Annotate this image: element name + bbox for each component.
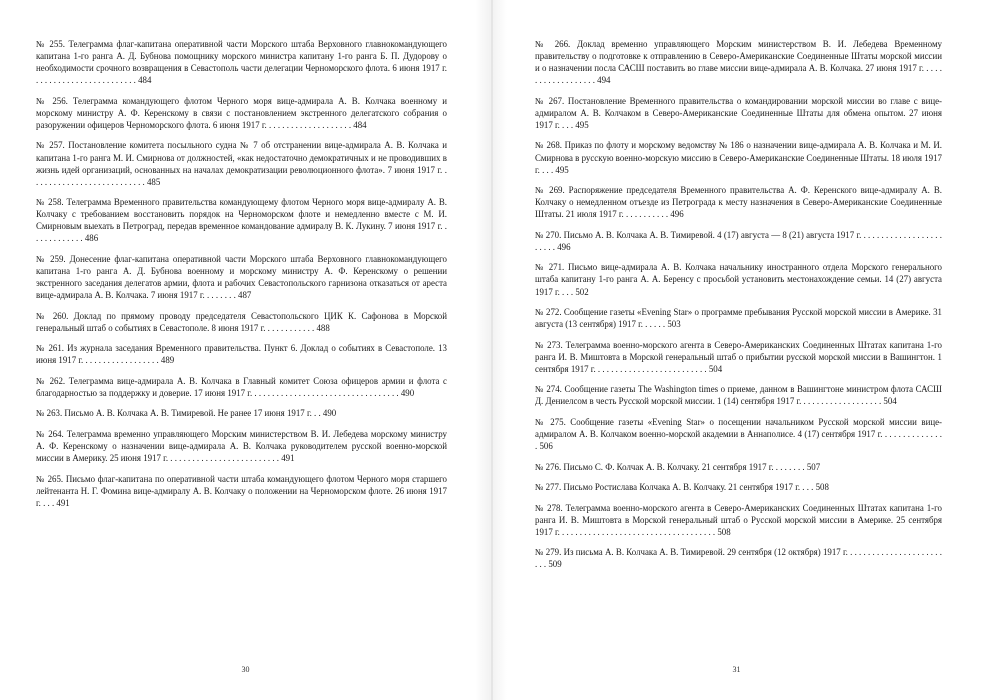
page-left: [0, 0, 491, 700]
toc-entry: № 270. Письмо А. В. Колчака А. В. Тимиревой. 4 (17) августа — 8 (21) августа 1917 г. . . . . . . . . . . . . . . . . . . . . . . . 496: [535, 229, 942, 252]
toc-entry: № 258. Телеграмма Временного правительства командующему флотом Черного моря вице-адмиралу А. В. Колчаку с требованием восстановить порядок на Черноморском флоте и немедленно вместе с М. И. Смирновым выехать в Петроград, передав временное командование адмиралу В. К. Лукину. 7 июня 1917 г. . . . . . . . . . . . . 486: [36, 197, 447, 244]
toc-entries-left: [36, 38, 447, 509]
toc-entry: № 265. Письмо флаг-капитана по оперативной части штаба командующего флотом Черного моря старшего лейтенанта Н. Г. Фомина вице-адмиралу А. В. Колчаку о положении на Черноморском флоте. 26 июня 1917 г. . . . 491: [36, 473, 447, 508]
page-fold-shadow-right: [491, 0, 507, 700]
page-fold-shadow-left: [475, 0, 491, 700]
toc-entry: № 260. Доклад по прямому проводу председателя Севастопольского ЦИК К. Сафонова в Морской генеральный штаб о событиях в Севастополе. 8 июня 1917 г. . . . . . . . . . . . 488: [36, 310, 447, 333]
toc-entry: № 274. Сообщение газеты The Washington times о приеме, данном в Вашингтоне министром флота САСШ Д. Дениелсом в честь Русской морской миссии. 1 (14) сентября 1917 г. . . . . . . . . . . . . . . . . . . 504: [535, 384, 942, 407]
toc-entry: № 268. Приказ по флоту и морскому ведомству № 186 о назначении вице-адмирала А. В. Колчака и М. И. Смирнова в русскую военно-морскую миссию в Северо-Американские Соединенные Штаты. 18 июля 1917 г. . . . 495: [535, 140, 942, 175]
page-number-left: 30: [241, 665, 250, 674]
book-gutter: [491, 0, 493, 700]
toc-entry: № 262. Телеграмма вице-адмирала А. В. Колчака в Главный комитет Союза офицеров армии и флота с благодарностью за поддержку и доверие. 17 июня 1917 г. . . . . . . . . . . . . . . . . . . . . . . . . . . . . . . . . . 490: [36, 375, 447, 398]
toc-entry: № 266. Доклад временно управляющего Морским министерством В. И. Лебедева Временному правительству о подготовке к отправлению в Северо-Американские Соединенные Штаты морской миссии и о назначении посла САСШ поставить во главе миссии вице-адмирала А. В. Колчака. 27 июня 1917 г. . . . . . . . . . . . . . . . . . . 494: [535, 39, 942, 86]
page-right: [491, 0, 982, 700]
toc-entry: № 256. Телеграмма командующего флотом Черного моря вице-адмирала А. В. Колчака военному и морскому министру А. Ф. Керенскому в связи с постановлением экстренного делегатского собрания о разоружении офицеров Черноморского флота. 6 июня 1917 г. . . . . . . . . . . . . . . . . . . . 484: [36, 95, 447, 130]
toc-entry: № 277. Письмо Ростислава Колчака А. В. Колчаку. 21 сентября 1917 г. . . . 508: [535, 482, 829, 493]
toc-entry: № 272. Сообщение газеты «Evening Star» о программе пребывания Русской морской миссии в Америке. 31 августа (13 сентября) 1917 г. . . . . . 503: [535, 307, 942, 330]
toc-entry: № 279. Из письма А. В. Колчака А. В. Тимиревой. 29 сентября (12 октября) 1917 г. . . . . . . . . . . . . . . . . . . . . . . . . 509: [535, 547, 942, 570]
toc-entry: № 261. Из журнала заседания Временного правительства. Пункт 6. Доклад о событиях в Севастополе. 13 июня 1917 г. . . . . . . . . . . . . . . . . . 489: [36, 343, 447, 366]
toc-entry: № 269. Распоряжение председателя Временного правительства А. Ф. Керенского вице-адмиралу А. В. Колчаку о немедленном отъезде из Петрограда к месту назначения в Северо-Американские Соединенные Штаты. 21 июля 1917 г. . . . . . . . . . . 496: [535, 185, 942, 220]
toc-entry: № 259. Донесение флаг-капитана оперативной части Морского штаба Верховного главнокомандующего капитана 1-го ранга А. Д. Бубнова военному и морскому министру А. Ф. Керенскому о решении экстренного заседания делегатов армии, флота и рабочих Севастопольского гарнизона отказаться от ареста вице-адмирала А. В. Колчака. 7 июня 1917 г. . . . . . . . 487: [36, 253, 447, 301]
toc-entry: № 271. Письмо вице-адмирала А. В. Колчака начальнику иностранного отдела Морского генерального штаба капитану 1-го ранга А. А. Беренсу с просьбой установить местонахождение семьи. 14 (27) августа 1917 г. . . . 502: [535, 262, 942, 297]
page-number-right: 31: [732, 665, 741, 674]
toc-entry: № 257. Постановление комитета посыльного судна № 7 об отстранении вице-адмирала А. В. Колчака и капитана 1-го ранга М. И. Смирнова от должностей, «как недостаточно демократичных и не проводивших в жизнь идей организаций, основанных на началах демократизации революционного флота». 7 июня 1917 г. . . . . . . . . . . . . . . . . . . . . . . . . . . 485: [36, 140, 447, 187]
toc-entry: № 267. Постановление Временного правительства о командировании морской миссии во главе с вице-адмиралом А. В. Колчаком в Северо-Американские Соединенные Штаты для обмена опытом. 27 июня 1917 г. . . . 495: [535, 95, 942, 130]
toc-entry: № 273. Телеграмма военно-морского агента в Северо-Американских Соединенных Штатах капитана 1-го ранга И. В. Миштовта в Морской генеральный штаб о прибытии русской морской миссии в Вашингтон. 1 сентября 1917 г. . . . . . . . . . . . . . . . . . . . . . . . . . 504: [535, 339, 942, 374]
toc-entry: № 264. Телеграмма временно управляющего Морским министерством В. И. Лебедева морскому министру А. Ф. Керенскому о назначении вице-адмирала А. В. Колчака руководителем русской военно-морской миссии в Америку. 25 июня 1917 г. . . . . . . . . . . . . . . . . . . . . . . . . . 491: [36, 428, 447, 464]
toc-entry: № 263. Письмо А. В. Колчака А. В. Тимиревой. Не ранее 17 июня 1917 г. . . 490: [36, 408, 337, 419]
toc-entry: № 275. Сообщение газеты «Evening Star» о посещении начальником Русской морской миссии вице-адмиралом А. В. Колчаком военно-морской академии в Аннаполисе. 4 (17) сентября 1917 г. . . . . . . . . . . . . . . 506: [535, 416, 942, 452]
toc-entry: № 276. Письмо С. Ф. Колчак А. В. Колчаку. 21 сентября 1917 г. . . . . . . . 507: [535, 461, 821, 472]
toc-entry: № 255. Телеграмма флаг-капитана оперативной части Морского штаба Верховного главнокомандующего капитана 1-го ранга А. Д. Бубнова помощнику морского министра капитану 1-го ранга Б. П. Дудорову о необходимости срочного возвращения в Севастополь части делегации Черноморского флота. 6 июня 1917 г. . . . . . . . . . . . . . . . . . . . . . . . 484: [36, 39, 447, 86]
toc-entries-right: [535, 38, 942, 570]
toc-entry: № 278. Телеграмма военно-морского агента в Северо-Американских Соединенных Штатах капитана 1-го ранга И. В. Миштовта в Морской генеральный штаб о Русской морской миссии в Америке. 25 сентября 1917 г. . . . . . . . . . . . . . . . . . . . . . . . . . . . . . . . . . . . 508: [535, 502, 942, 537]
